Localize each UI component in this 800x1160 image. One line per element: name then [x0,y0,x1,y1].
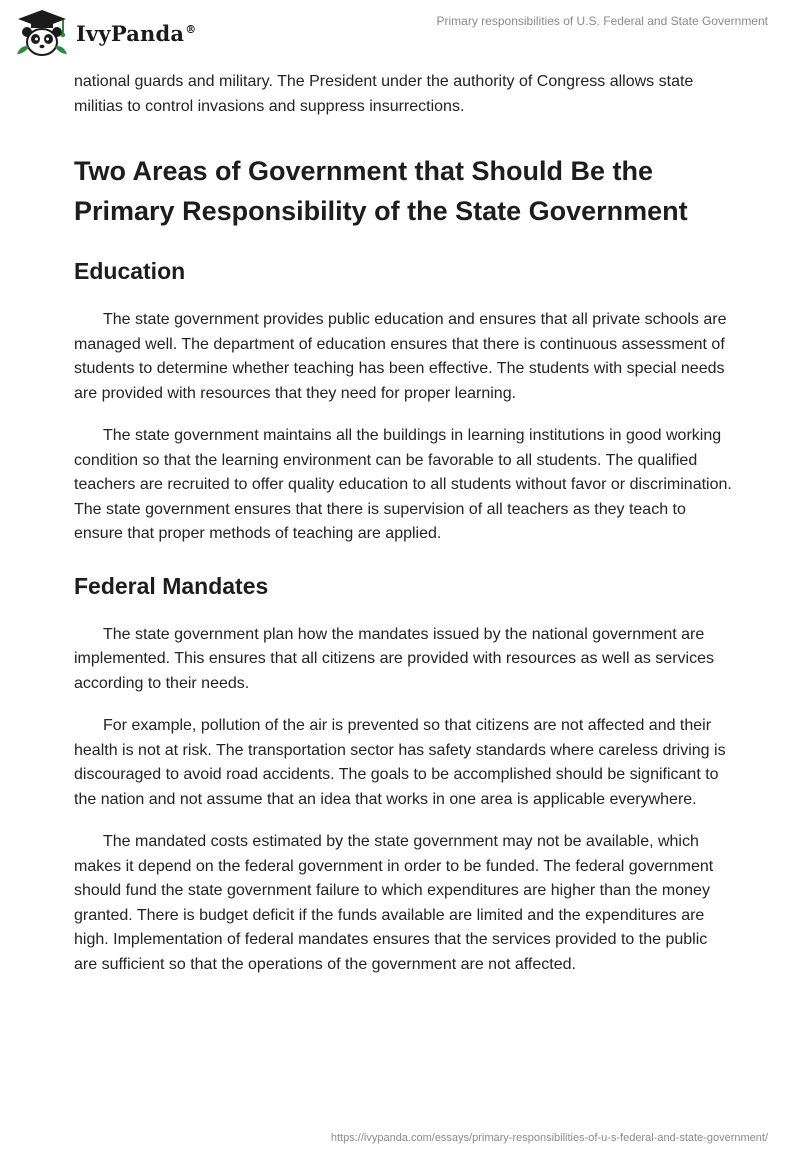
panda-graduate-icon [14,8,70,58]
paragraph: The state government plan how the mandates issued by the national government are implemented. This ensures that all citizens are provided with resources as well as services according to their needs. [74,625,714,692]
intro-paragraph: national guards and military. The President under the authority of Congress allows state militias to control invasions and suppress insurrections. [74,73,694,115]
main-heading: Two Areas of Government that Should Be the Primary Responsibility of the State Government [74,156,688,226]
paragraph: The state government provides public education and ensures that all private schools are managed well. The department of education ensures that there is continuous assessment of students to determine whether teaching has been effective. The students with special needs are provided with resources that they need for proper learning. [74,311,727,402]
essay-body [74,70,734,977]
ivypanda-logo[interactable] [14,8,196,58]
paragraph: The state government maintains all the buildings in learning institutions in good working condition so that the learning environment can be favorable to all students. The qualified teachers are recruited to offer quality education to all students without favor or discrimination. The state government ensures that there is supervision of all teachers as they teach to ensure that proper methods of teaching are applied. [74,427,732,542]
document-title: Primary responsibilities of U.S. Federal and State Government [436,14,768,28]
brand-name: IvyPanda® [76,20,197,46]
paragraph: For example, pollution of the air is prevented so that citizens are not affected and their health is not at risk. The transportation sector has safety standards where careless driving is discouraged to avoid road accidents. The goals to be accomplished should be significant to the nation and not assume that an idea that works in one area is applicable everywhere. [74,717,726,808]
paragraph: The mandated costs estimated by the state government may not be available, which makes it depend on the federal government in order to be funded. The federal government should fund the state government failure to which expenditures are higher than the money granted. There is budget deficit if the funds available are limited and the expenditures are high. Implementation of federal mandates ensures that the services provided to the public are sufficient so that the operations of the government are not affected. [74,833,714,973]
section-heading-education: Education [74,258,186,284]
section-heading-federal-mandates: Federal Mandates [74,572,269,599]
registered-mark: ® [185,22,197,36]
source-url[interactable]: https://ivypanda.com/essays/primary-responsibilities-of-u-s-federal-and-state-government/ [330,1132,768,1144]
page-header [0,0,800,64]
